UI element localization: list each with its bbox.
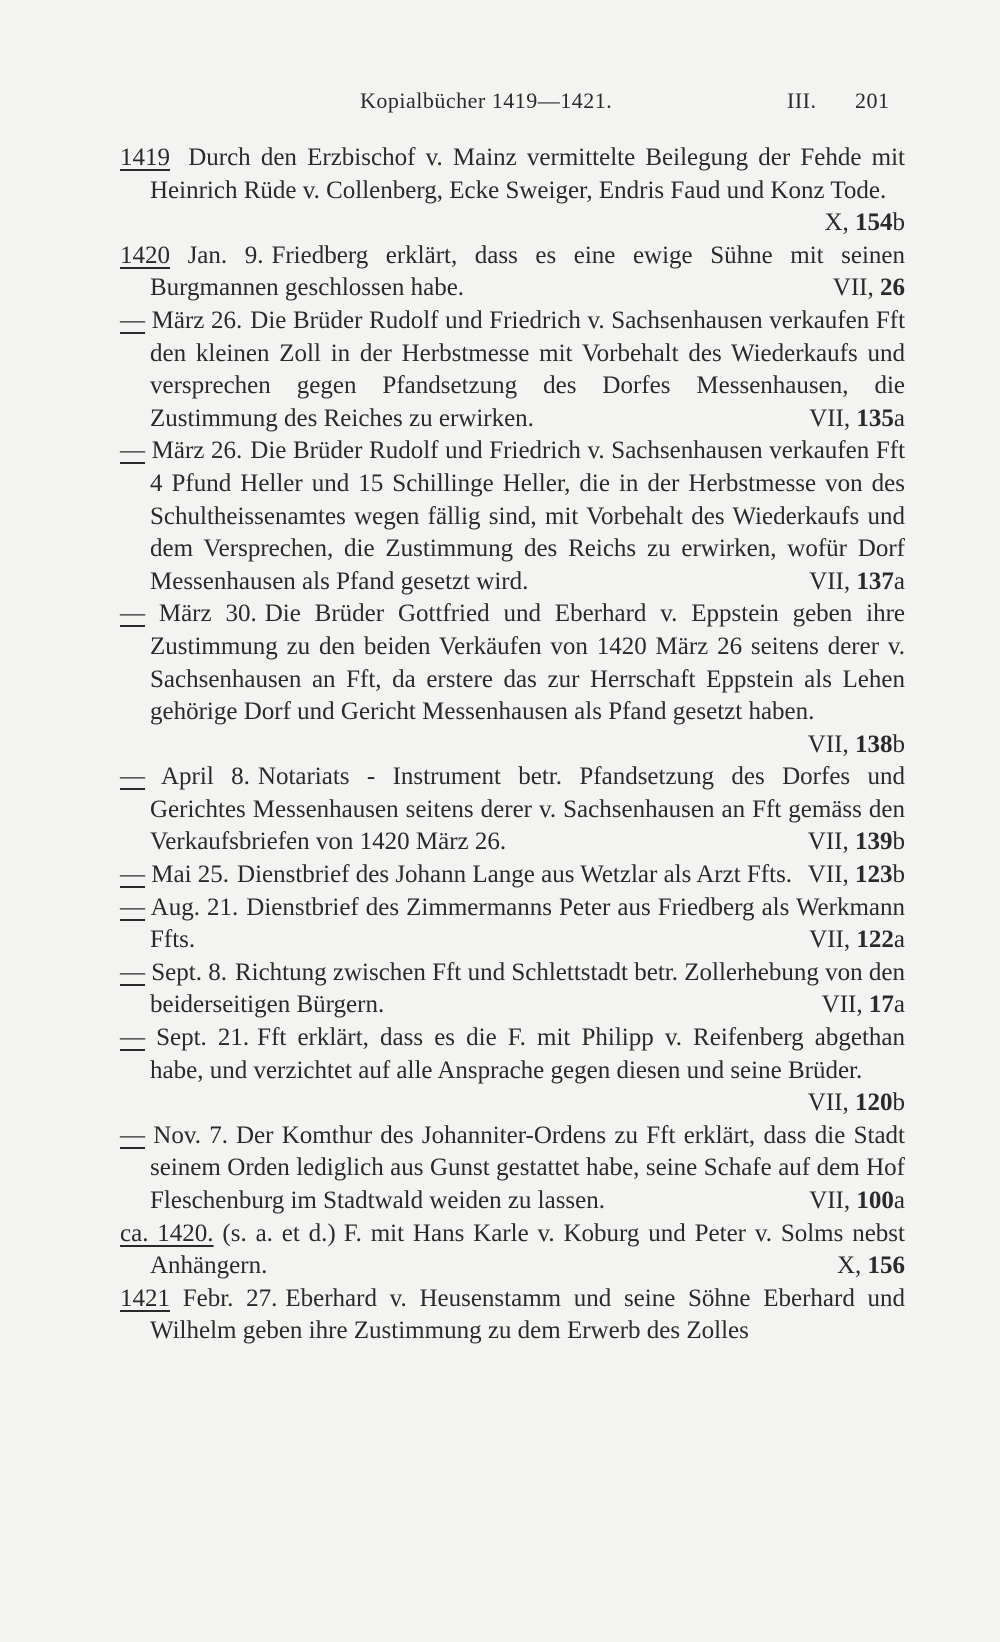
entry-date xyxy=(120,861,229,888)
entry-year: 1420 xyxy=(120,241,170,269)
reference-folio: 123 xyxy=(855,861,893,889)
reference-volume: VII, xyxy=(807,861,849,889)
entry-year: — xyxy=(120,893,145,921)
entry-day: März 26. xyxy=(151,306,243,334)
entry-day: Nov. 7. xyxy=(153,1121,228,1149)
archive-reference xyxy=(824,207,905,240)
archive-reference xyxy=(809,924,905,957)
entry-text: Der Komthur des Johanniter-Ordens zu Fft erklärt, dass die Stadt seinem Orden lediglich aus Gunst gestattet habe, seine Schafe auf dem Hof Fleschenburg im Stadtwald weiden zu lassen. xyxy=(150,1121,906,1214)
entry-date xyxy=(120,894,238,921)
reference-folio: 138 xyxy=(855,730,893,758)
archive-reference xyxy=(808,1087,905,1120)
reference-folio: 135 xyxy=(856,404,894,432)
page-number: 201 xyxy=(855,88,890,113)
reference-side: b xyxy=(892,861,905,889)
entry-year: — xyxy=(120,763,145,791)
register-entry xyxy=(120,957,905,1022)
entry-text: Dienstbrief des Johann Lange aus Wetzlar als Arzt Ffts. xyxy=(237,861,793,889)
entry-day: (s. a. et d.) xyxy=(222,1219,336,1247)
entry-text: Friedberg erklärt, dass es eine ewige Sühne mit seinen Burgmannen geschlossen habe. xyxy=(150,241,906,302)
entry-year: 1421 xyxy=(120,1284,170,1312)
reference-folio: 17 xyxy=(868,991,894,1019)
entry-year: — xyxy=(120,306,145,334)
reference-folio: 26 xyxy=(880,274,905,302)
entry-date xyxy=(120,763,250,790)
reference-volume: VII, xyxy=(821,991,863,1019)
register-entry xyxy=(120,859,905,892)
entry-text: Eberhard v. Heusenstamm und seine Söhne Eberhard und Wilhelm geben ihre Zustimmung zu dem Erwerb des Zolles xyxy=(150,1284,905,1345)
entry-date xyxy=(120,437,242,464)
register-entries xyxy=(120,142,905,1348)
register-entry xyxy=(120,1283,905,1348)
archive-reference xyxy=(837,1250,905,1283)
entry-text: Notariats - Instrument betr. Pfandsetzung des Dorfes und Gerichtes Messenhausen seitens derer v. Sachsenhausen an Fft gemäss den Verkaufsbriefen von 1420 März 26. xyxy=(150,763,906,856)
reference-volume: VII, xyxy=(809,567,851,595)
reference-side: a xyxy=(893,991,905,1019)
entry-date xyxy=(120,1122,228,1149)
entry-date xyxy=(120,1220,336,1247)
archive-reference xyxy=(822,989,905,1022)
entry-text: Richtung zwischen Fft und Schlettstadt betr. Zollerhebung von den beiderseitigen Bürgern. xyxy=(150,958,906,1019)
register-entry xyxy=(120,142,905,240)
entry-year: — xyxy=(120,600,145,628)
entry-year: — xyxy=(120,861,145,889)
reference-volume: VII, xyxy=(807,828,849,856)
archive-reference xyxy=(809,403,905,436)
reference-volume: X, xyxy=(836,1252,862,1280)
entry-text: F. mit Hans Karle v. Koburg und Peter v. Solms nebst Anhängern. xyxy=(150,1219,905,1280)
reference-folio: 156 xyxy=(867,1252,905,1280)
reference-folio: 154 xyxy=(855,209,893,237)
register-entry xyxy=(120,892,905,957)
entry-text: Die Brüder Gottfried und Eberhard v. Eppstein geben ihre Zustimmung zu den beiden Verkäufen von 1420 März 26 seitens derer v. Sachsenhausen an Fft, da erstere das zur Herrschaft Eppstein als Lehen gehörige Dorf und Gericht Messenhausen als Pfand gesetzt haben. xyxy=(150,600,905,726)
entry-text: Die Brüder Rudolf und Friedrich v. Sachsenhausen verkaufen Fft 4 Pfund Heller und 15 Schillinge Heller, die in der Herbstmesse von des Schultheissenamtes wegen fällig sind, mit Vorbehalt des Wiederkaufs und dem Versprechen, die Zustimmung des Reichs zu erwirken, wofür Dorf Messenhausen als Pfand gesetzt wird. xyxy=(150,437,906,595)
entry-year: 1419 xyxy=(120,144,170,171)
entry-date xyxy=(120,242,263,269)
register-entry xyxy=(120,435,905,598)
entry-year: — xyxy=(120,437,145,465)
reference-folio: 122 xyxy=(856,926,894,954)
entry-day: April 8. xyxy=(161,763,250,791)
archive-reference xyxy=(833,272,905,305)
entry-day: Mai 25. xyxy=(151,861,230,889)
running-title: Kopialbücher 1419—1421. xyxy=(360,88,613,113)
entry-date xyxy=(120,959,227,986)
entry-year: — xyxy=(120,1024,145,1052)
register-entry xyxy=(120,1120,905,1218)
reference-folio: 120 xyxy=(855,1089,893,1117)
reference-side: b xyxy=(892,1089,905,1117)
reference-side: b xyxy=(892,209,905,237)
reference-side: a xyxy=(893,567,905,595)
reference-volume: VII, xyxy=(807,730,849,758)
reference-folio: 100 xyxy=(856,1187,894,1214)
entry-date xyxy=(120,1285,277,1312)
reference-folio: 137 xyxy=(856,567,894,595)
reference-volume: VII, xyxy=(832,274,874,302)
reference-side: a xyxy=(893,404,905,432)
archive-reference xyxy=(808,859,905,892)
entry-year: ca. 1420. xyxy=(120,1219,214,1247)
entry-date xyxy=(120,144,180,171)
entry-day: Aug. 21. xyxy=(150,893,239,921)
reference-side: a xyxy=(893,1187,905,1214)
reference-volume: X, xyxy=(824,209,849,237)
entry-day: Febr. 27. xyxy=(182,1284,278,1312)
entry-day: Sept. 21. xyxy=(156,1024,250,1052)
register-entry xyxy=(120,1218,905,1283)
register-entry xyxy=(120,598,905,761)
entry-date xyxy=(120,600,257,627)
register-entry xyxy=(120,761,905,859)
page xyxy=(120,80,905,1348)
entry-text: Fft erklärt, dass es die F. mit Philipp v. Reifenberg abgethan habe, und verzichtet auf alle Ansprache gegen diesen und seine Brüder. xyxy=(150,1024,906,1084)
running-head xyxy=(120,80,905,120)
entry-day: März 30. xyxy=(158,600,257,628)
archive-reference xyxy=(808,826,905,859)
reference-side: a xyxy=(893,926,905,954)
reference-volume: VII, xyxy=(807,1089,849,1117)
archive-reference xyxy=(809,566,905,599)
entry-day: März 26. xyxy=(151,437,243,465)
register-entry xyxy=(120,305,905,435)
entry-day: Jan. 9. xyxy=(187,241,264,269)
reference-volume: VII, xyxy=(809,404,851,432)
archive-reference xyxy=(808,729,905,762)
register-entry xyxy=(120,1022,905,1120)
entry-year: — xyxy=(120,958,145,986)
reference-folio: 139 xyxy=(855,828,893,856)
reference-volume: VII, xyxy=(809,926,851,954)
entry-year: — xyxy=(120,1121,145,1149)
entry-text: Durch den Erzbischof v. Mainz vermittelte Beilegung der Fehde mit Heinrich Rüde v. Collenberg, Ecke Sweiger, Endris Faud und Konz Tode. xyxy=(150,144,906,204)
reference-volume: VII, xyxy=(809,1187,851,1214)
reference-side: b xyxy=(892,828,905,856)
reference-side: b xyxy=(892,730,905,758)
section-number: III. xyxy=(787,88,817,113)
entry-text: Die Brüder Rudolf und Friedrich v. Sachsenhausen verkaufen Fft den kleinen Zoll in der Herbstmesse mit Vorbehalt des Wiederkaufs und versprechen gegen Pfandsetzung des Dorfes Messenhausen, die Zustimmung des Reiches zu erwirken. xyxy=(150,306,906,432)
register-entry xyxy=(120,240,905,305)
archive-reference xyxy=(809,1185,905,1218)
entry-date xyxy=(120,1024,249,1051)
entry-date xyxy=(120,307,242,334)
entry-text: Dienstbrief des Zimmermanns Peter aus Friedberg als Werkmann Ffts. xyxy=(150,893,905,954)
entry-day: Sept. 8. xyxy=(151,958,227,986)
